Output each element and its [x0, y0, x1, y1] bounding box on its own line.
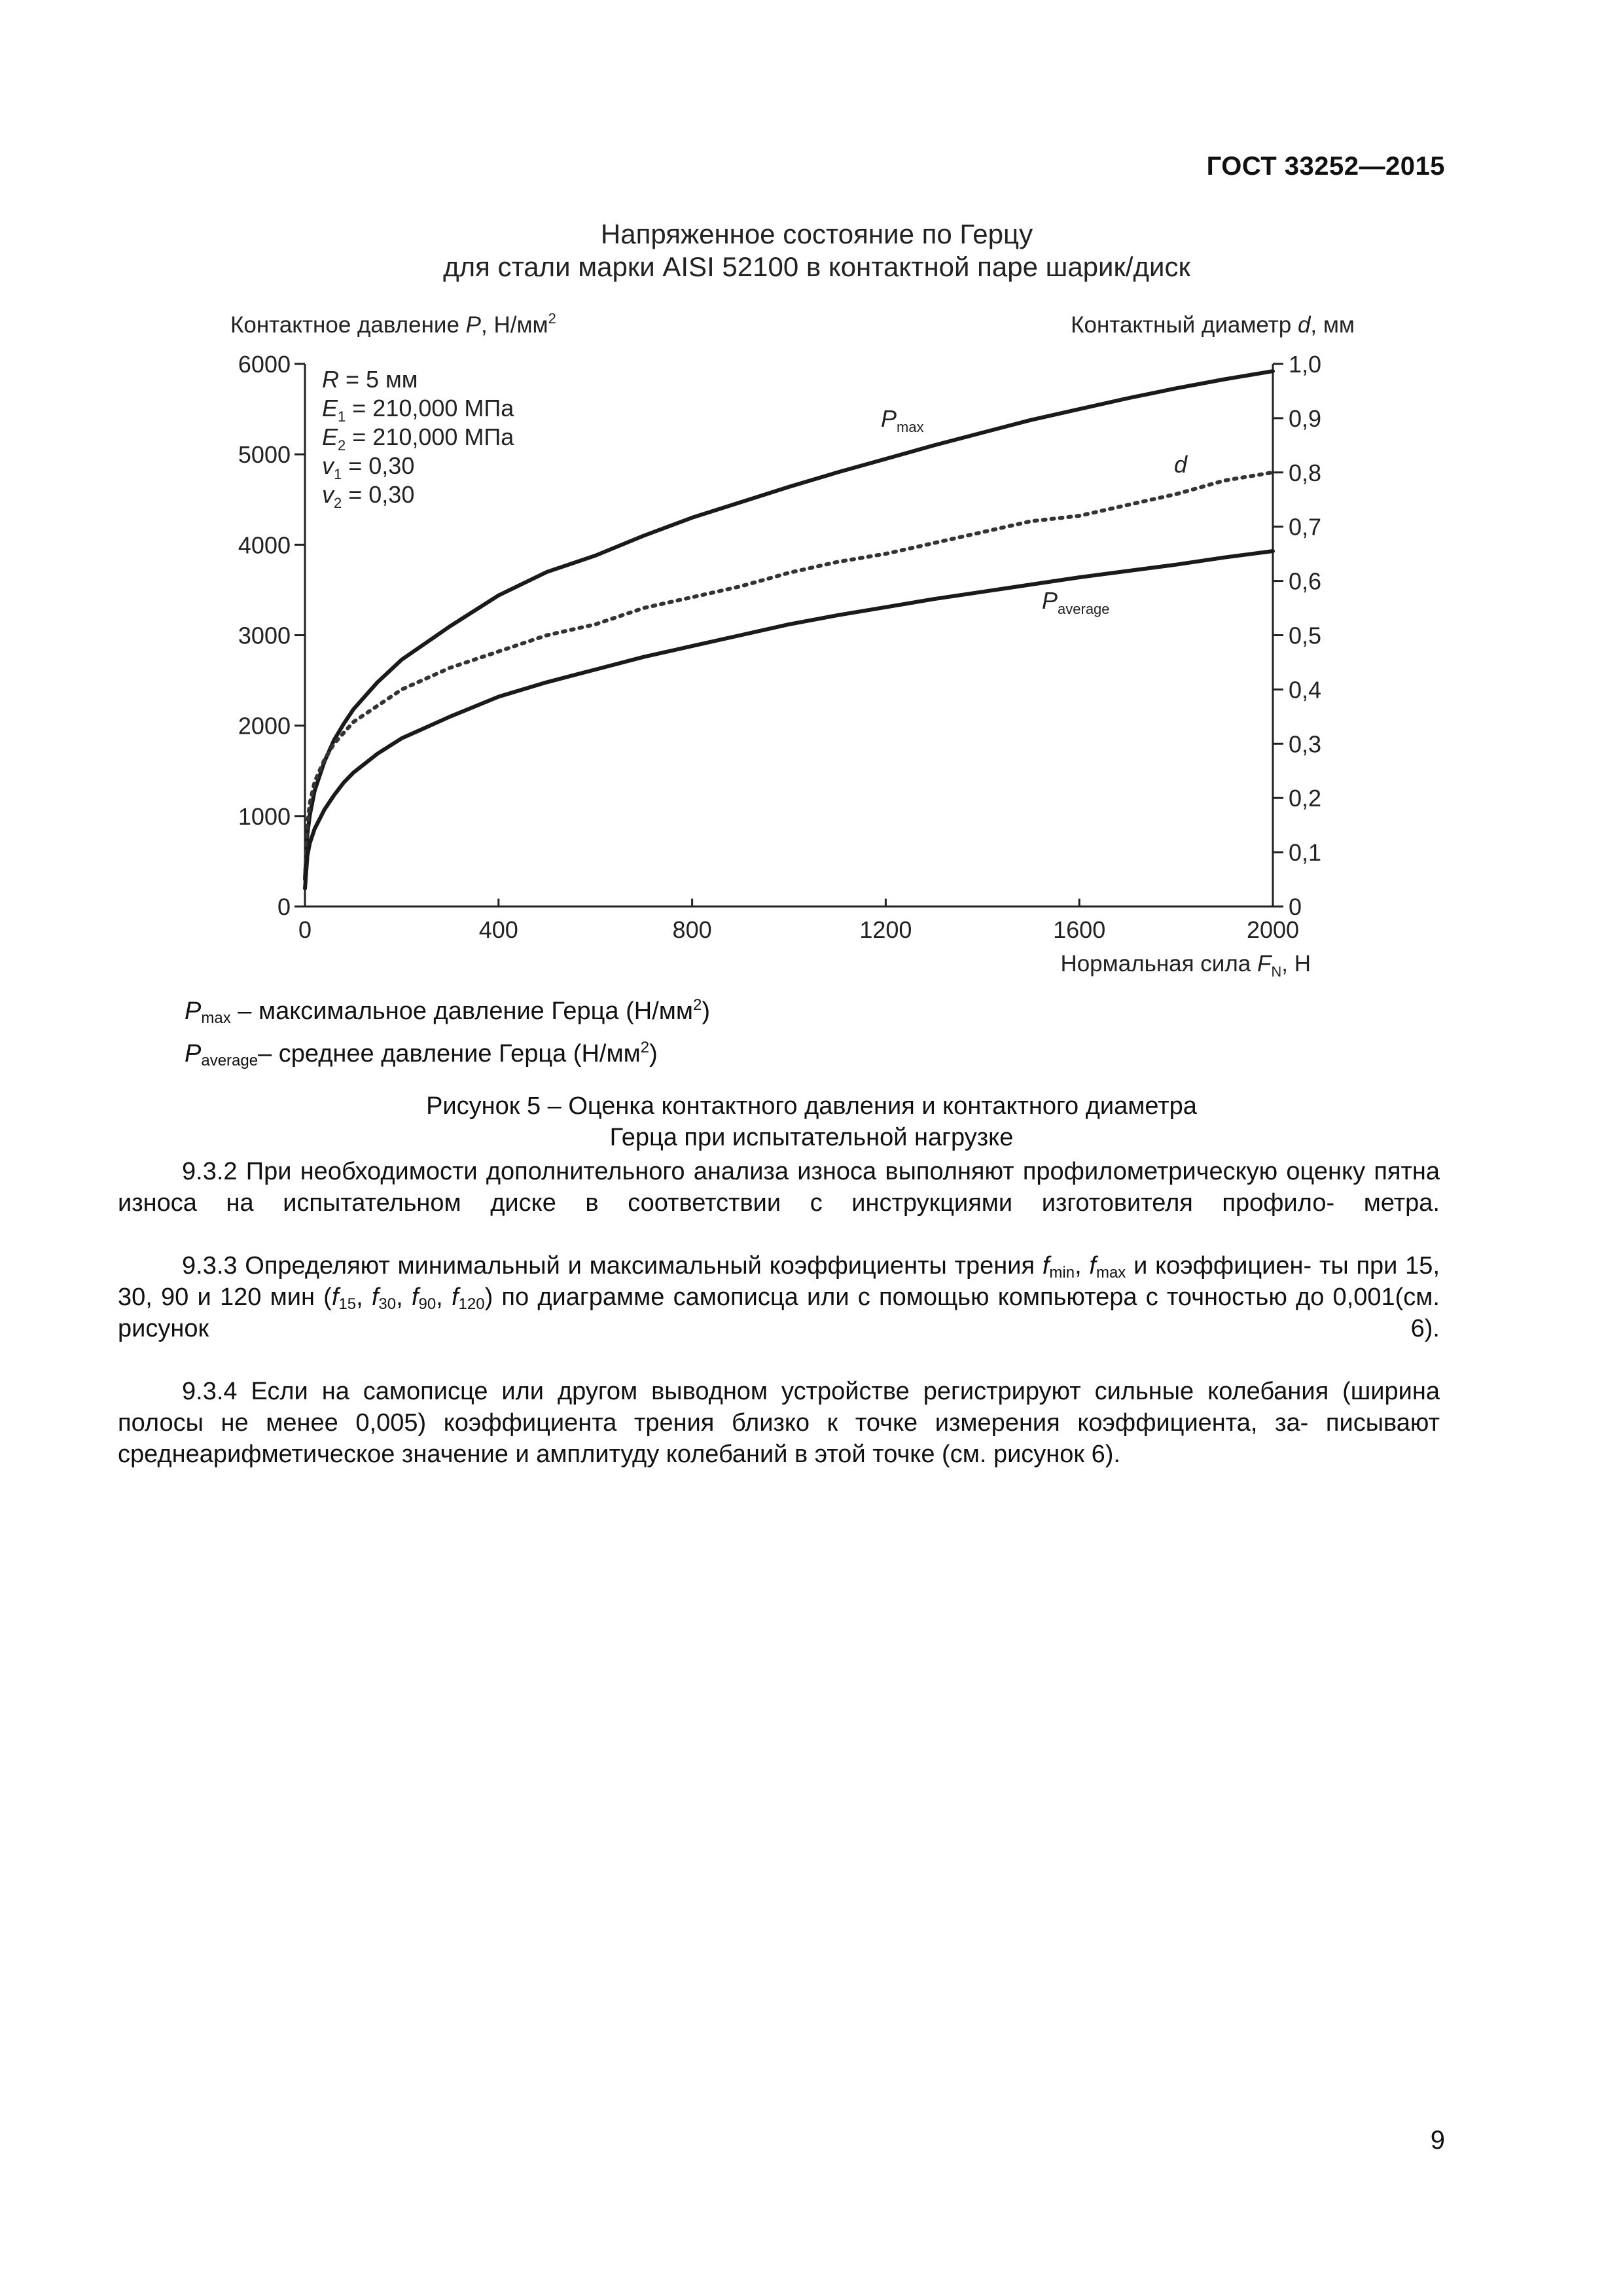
right-tick-label: 0,3	[1289, 730, 1322, 758]
chart-title-line1: Напряженное состояние по Герцу	[600, 219, 1033, 249]
right-tick-label: 0,6	[1289, 567, 1322, 595]
left-tick-label: 4000	[238, 531, 291, 559]
right-tick-label: 0,4	[1289, 676, 1322, 704]
caption-line1: Рисунок 5 – Оценка контактного давления и контактного диаметра	[426, 1092, 1197, 1120]
chart-title-line2: для стали марки AISI 52100 в контактной паре шарик/диск	[443, 251, 1190, 282]
body-text	[118, 1156, 1440, 1470]
left-tick-label: 0	[277, 893, 291, 920]
paragraph-9-3-4: 9.3.4 Если на самописце или другом выводном устройстве регистрируют сильные колебания (ширина полосы не менее 0,005) коэффициента трения близко к точке измерения коэффициента, за- писывают среднеарифметическое значение и амплитуду колебаний в этой точке (см. рисунок 6).	[118, 1378, 1440, 1468]
right-tick-label: 0,1	[1289, 839, 1322, 867]
left-tick-label: 3000	[238, 622, 291, 649]
parameter-item: $E_2 = 210,000$ МПа	[322, 423, 514, 454]
right-tick-label: 0,5	[1289, 622, 1322, 649]
parameter-item: $v_1 = 0,30$	[322, 452, 415, 482]
parameter-item: $E_1 = 210,000$ МПа	[322, 395, 514, 425]
x-tick-label: 800	[672, 916, 712, 943]
right-tick-label: 0,8	[1289, 459, 1322, 486]
right-tick-label: 0	[1289, 893, 1302, 920]
x-tick-label: 1200	[859, 916, 912, 943]
parameter-item: $v_2 = 0,30$	[322, 481, 415, 511]
left-axis-title: Контактное давление P, $Н/мм^2$	[230, 310, 556, 338]
parameter-item: R = 5 мм	[322, 366, 418, 393]
right-tick-label: 0,7	[1289, 513, 1322, 541]
paragraph-9-3-2: 9.3.2 При необходимости дополнительного анализа износа выполняют профилометрическую оценку пятна износа на испытательном диске в соответствии с инструкциями изготовителя профило- метра.	[118, 1158, 1440, 1217]
right-tick-label: 0,9	[1289, 404, 1322, 432]
paragraph-9-3-3: 9.3.3 Определяют минимальный и максимальный коэффициенты трения $f_{min}$, $f_{max}$ и коэффициен- ты при 15, 30, 90 и 120 мин ($f_{15}$, $f_{30}$, $f_{90}$, $f_{120}$) по диаграмме самописца или с помощью компьютера с точностью до 0,001(см. рисунок 6).	[118, 1252, 1440, 1342]
series-line-d	[305, 473, 1273, 880]
paverage-curve-label: $P_{average}$	[1042, 587, 1110, 617]
page-number: 9	[1430, 2126, 1445, 2155]
caption-line2: Герца при испытательной нагрузке	[609, 1124, 1014, 1151]
x-axis-title: Нормальная сила $F_N$, Н	[1060, 951, 1311, 980]
left-tick-label: 6000	[238, 351, 291, 378]
x-tick-label: 0	[298, 916, 312, 943]
d-curve-label: d	[1174, 451, 1188, 478]
figure-caption	[0, 1090, 1623, 1153]
x-tick-label: 1600	[1053, 916, 1106, 943]
parameter-list	[322, 366, 514, 511]
pmax-curve-label: $P_{max}$	[881, 405, 924, 435]
figure-legend	[185, 994, 710, 1079]
x-tick-label: 400	[478, 916, 518, 943]
legend-item-pmax: $P_{max}$ – максимальное давление Герца $(Н/мм^2)$	[185, 996, 711, 1027]
left-tick-label: 5000	[238, 441, 291, 469]
right-tick-label: 1,0	[1289, 351, 1322, 378]
x-tick-label: 2000	[1246, 916, 1300, 943]
series-line-paverage	[305, 551, 1273, 888]
left-tick-label: 2000	[238, 712, 291, 740]
standard-code: ГОСТ 33252—2015	[1206, 152, 1445, 181]
right-tick-label: 0,2	[1289, 785, 1322, 812]
right-axis-title: Контактный диаметр d, мм	[1071, 312, 1355, 338]
hertz-stress-chart	[0, 0, 1623, 995]
legend-item-paverage: $P_{average}-$ среднее давление Герца $(Н/мм^2)$	[185, 1039, 658, 1069]
left-tick-label: 1000	[238, 802, 291, 830]
